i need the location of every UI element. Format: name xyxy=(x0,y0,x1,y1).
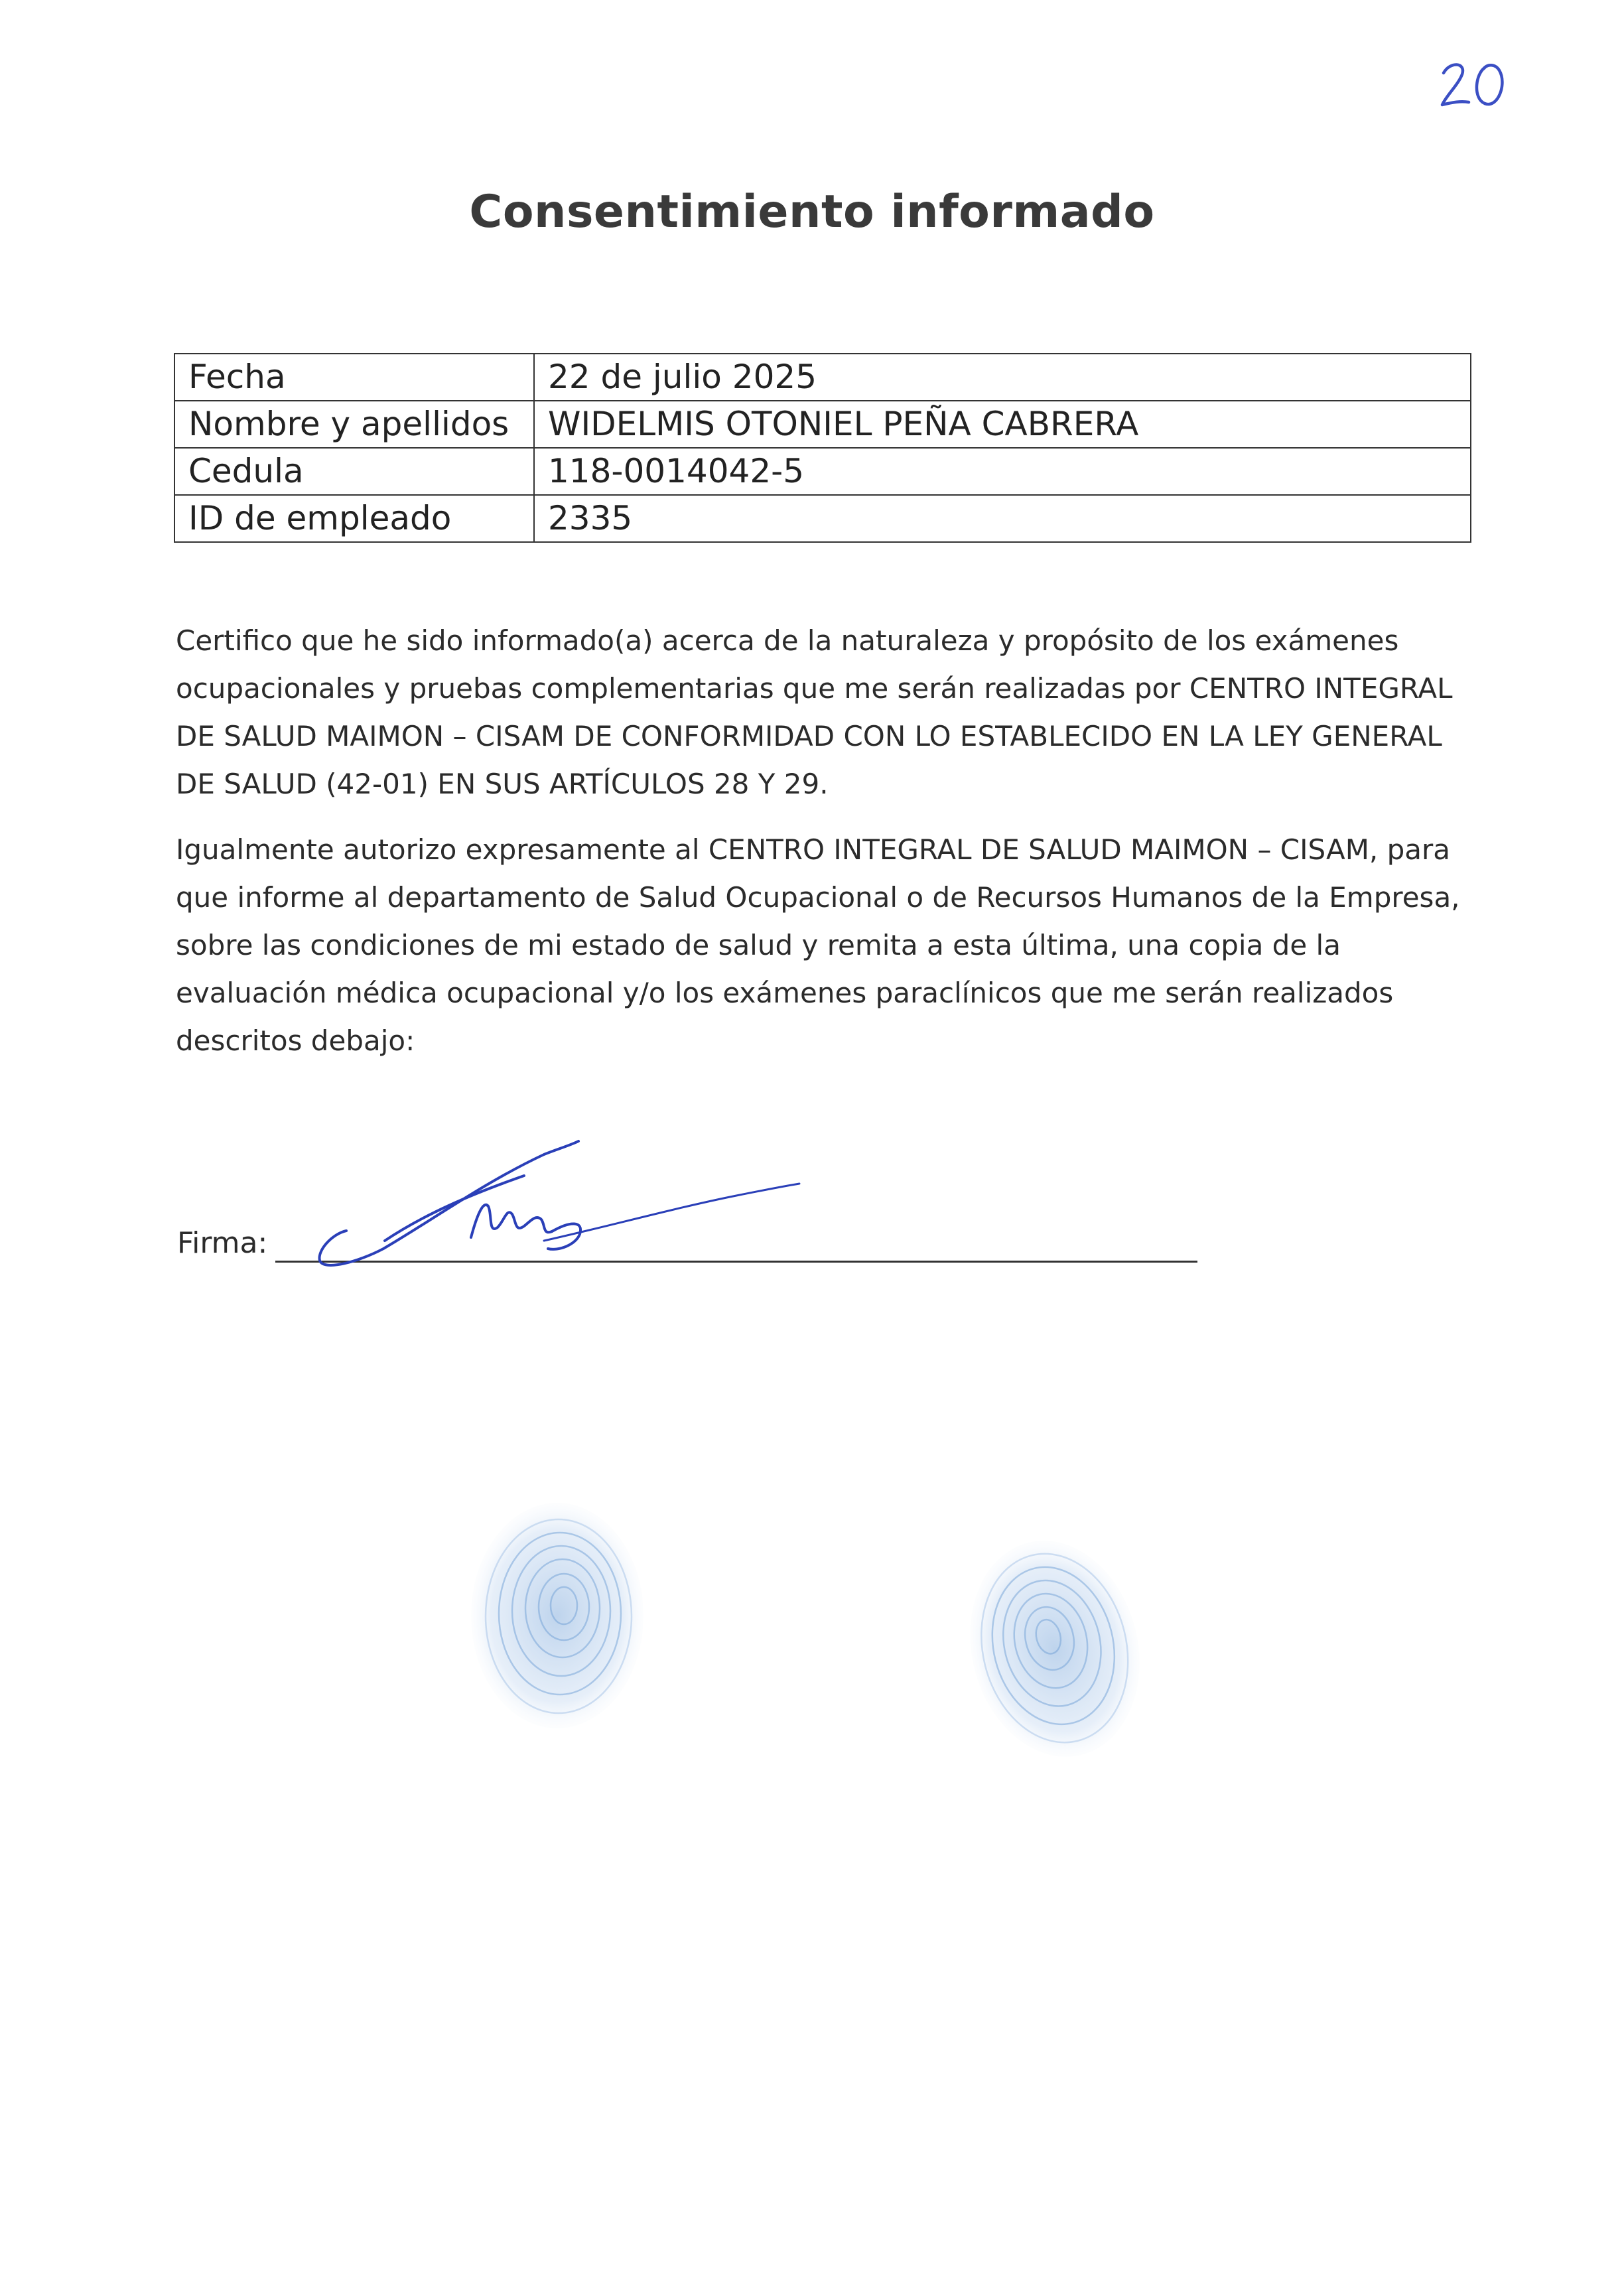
handwritten-signature xyxy=(305,1121,809,1294)
page-number-handwritten xyxy=(1438,54,1511,114)
cedula-value: 118-0014042-5 xyxy=(534,448,1471,495)
table-row-cedula xyxy=(174,448,1471,495)
nombre-value: WIDELMIS OTONIEL PEÑA CABRERA xyxy=(534,401,1471,448)
employee-info-table xyxy=(174,353,1471,543)
table-row-fecha xyxy=(174,354,1471,401)
document-title: Consentimiento informado xyxy=(469,186,1155,238)
consent-paragraph-2: Igualmente autorizo expresamente al CENTRO INTEGRAL DE SALUD MAIMON – CISAM, para que informe al departamento de Salud Ocupacional o de Recursos Humanos de la Empresa, sobre las condiciones de mi estado de salud y remita a esta última, una copia de la evaluación médica ocupacional y/o los exámenes paraclínicos que me serán realizados descritos debajo: xyxy=(176,833,1460,1057)
id-empleado-label: ID de empleado xyxy=(174,495,534,542)
right-fingerprint xyxy=(955,1526,1154,1772)
table-row-nombre xyxy=(174,401,1471,448)
table-row-id-empleado xyxy=(174,495,1471,542)
signature-label: Firma: xyxy=(177,1226,268,1260)
nombre-label: Nombre y apellidos xyxy=(174,401,534,448)
fecha-label: Fecha xyxy=(174,354,534,401)
consent-paragraph-1: Certifico que he sido informado(a) acerca de la naturaleza y propósito de los exámenes ocupacionales y pruebas complementarias que me serán realizadas por CENTRO INTEGRAL DE SALUD MAIMON – CISAM DE CONFORMIDAD CON LO ESTABLECIDO EN LA LEY GENERAL DE SALUD (42-01) EN SUS ARTÍCULOS 28 Y 29. xyxy=(176,624,1453,800)
fecha-value: 22 de julio 2025 xyxy=(534,354,1471,401)
left-fingerprint xyxy=(458,1493,657,1738)
cedula-label: Cedula xyxy=(174,448,534,495)
id-empleado-value: 2335 xyxy=(534,495,1471,542)
